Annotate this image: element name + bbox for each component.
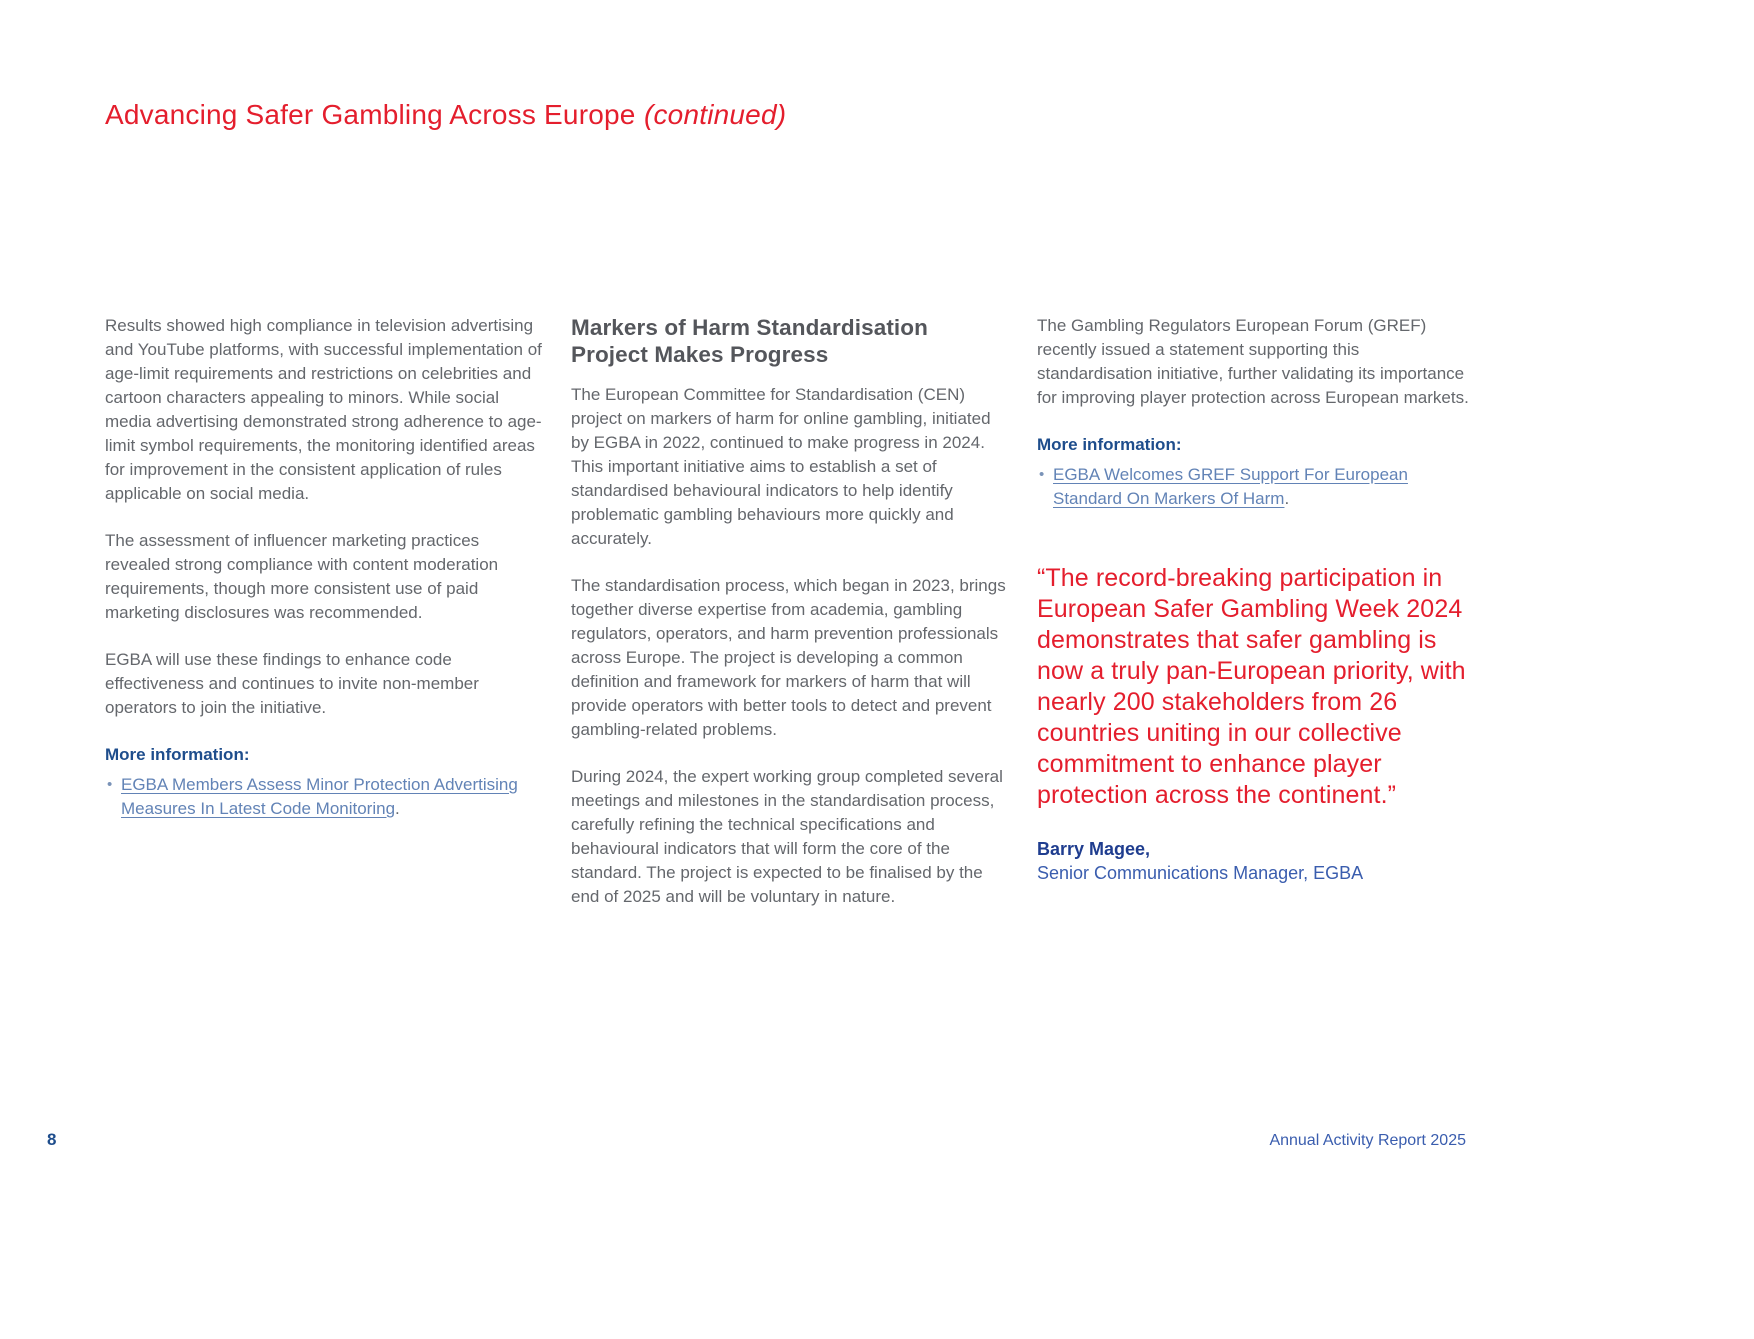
gref-support-link[interactable]: EGBA Welcomes GREF Support For European Standard On Markers Of Harm — [1053, 464, 1408, 508]
footer-report-title: Annual Activity Report 2025 — [1269, 1132, 1466, 1149]
code-monitoring-link[interactable]: EGBA Members Assess Minor Protection Advertising Measures In Latest Code Monitoring — [121, 774, 518, 818]
page-title — [105, 98, 1475, 132]
report-page — [0, 98, 1754, 1339]
body-paragraph: The European Committee for Standardisation (CEN) project on markers of harm for online gambling, initiated by EGBA in 2022, continued to make progress in 2024. This important initiative aims to establish a set of standardised behavioural indicators to help identify problematic gambling behaviours more quickly and accurately. — [571, 384, 991, 548]
bullet-icon: • — [1039, 465, 1045, 483]
bullet-icon: • — [107, 775, 113, 793]
page-number: 8 — [47, 1130, 57, 1149]
body-paragraph: During 2024, the expert working group completed several meetings and milestones in the standardisation process, carefully refining the technical specifications and behavioural indicators that will form the core of the standard. The project is expected to be finalised by the end of 2025 and will be voluntary in nature. — [571, 766, 1003, 906]
body-paragraph: EGBA will use these findings to enhance code effectiveness and continues to invite non-member operators to join the initiative. — [105, 649, 479, 717]
link-wrapper — [1053, 463, 1475, 511]
page-footer — [0, 1130, 1754, 1150]
list-item — [1037, 463, 1475, 511]
content-columns — [105, 314, 1475, 932]
attribution-name: Barry Magee, — [1037, 838, 1151, 859]
page-title-continued: (continued) — [643, 99, 787, 130]
list-item — [105, 773, 543, 821]
column-monitoring-results — [105, 314, 543, 932]
more-information-label: More information: — [105, 744, 250, 764]
section-heading: Markers of Harm Standardisation Project Makes Progress — [571, 314, 928, 367]
attribution-role: Senior Communications Manager, EGBA — [1037, 862, 1364, 883]
quote-attribution — [1037, 837, 1475, 885]
more-information-list — [105, 773, 543, 821]
body-paragraph: The standardisation process, which began in 2023, brings together diverse expertise from academia, gambling regulators, operators, and harm prevention professionals across Europe. The project is developing a common definition and framework for markers of harm that will provide operators with better tools to detect and prevent gambling-related problems. — [571, 575, 1006, 739]
link-wrapper — [121, 773, 543, 821]
more-information-list — [1037, 463, 1475, 511]
body-paragraph: The Gambling Regulators European Forum (GREF) recently issued a statement supporting this standardisation initiative, further validating its importance for improving player protection across European markets. — [1037, 315, 1469, 407]
page-title-text: Advancing Safer Gambling Across Europe — [105, 99, 636, 130]
column-markers-of-harm — [571, 314, 1009, 932]
link-suffix: . — [395, 798, 400, 818]
more-information-label: More information: — [1037, 434, 1182, 454]
body-paragraph: The assessment of influencer marketing practices revealed strong compliance with content moderation requirements, though more consistent use of paid marketing disclosures was recommended. — [105, 530, 499, 622]
link-suffix: . — [1284, 488, 1290, 508]
column-gref-and-quote — [1037, 314, 1475, 932]
pull-quote: “The record-breaking participation in European Safer Gambling Week 2024 demonstrates that safer gambling is now a truly pan-European priority, with nearly 200 stakeholders from 26 countries uniting in our collective commitment to enhance player protection across the continent.” — [1037, 563, 1466, 809]
body-paragraph: Results showed high compliance in television advertising and YouTube platforms, with successful implementation of age-limit requirements and restrictions on celebrities and cartoon characters appealing to minors. While social media advertising demonstrated strong adherence to age-limit symbol requirements, the monitoring identified areas for improvement in the consistent application of rules applicable on social media. — [105, 315, 542, 503]
